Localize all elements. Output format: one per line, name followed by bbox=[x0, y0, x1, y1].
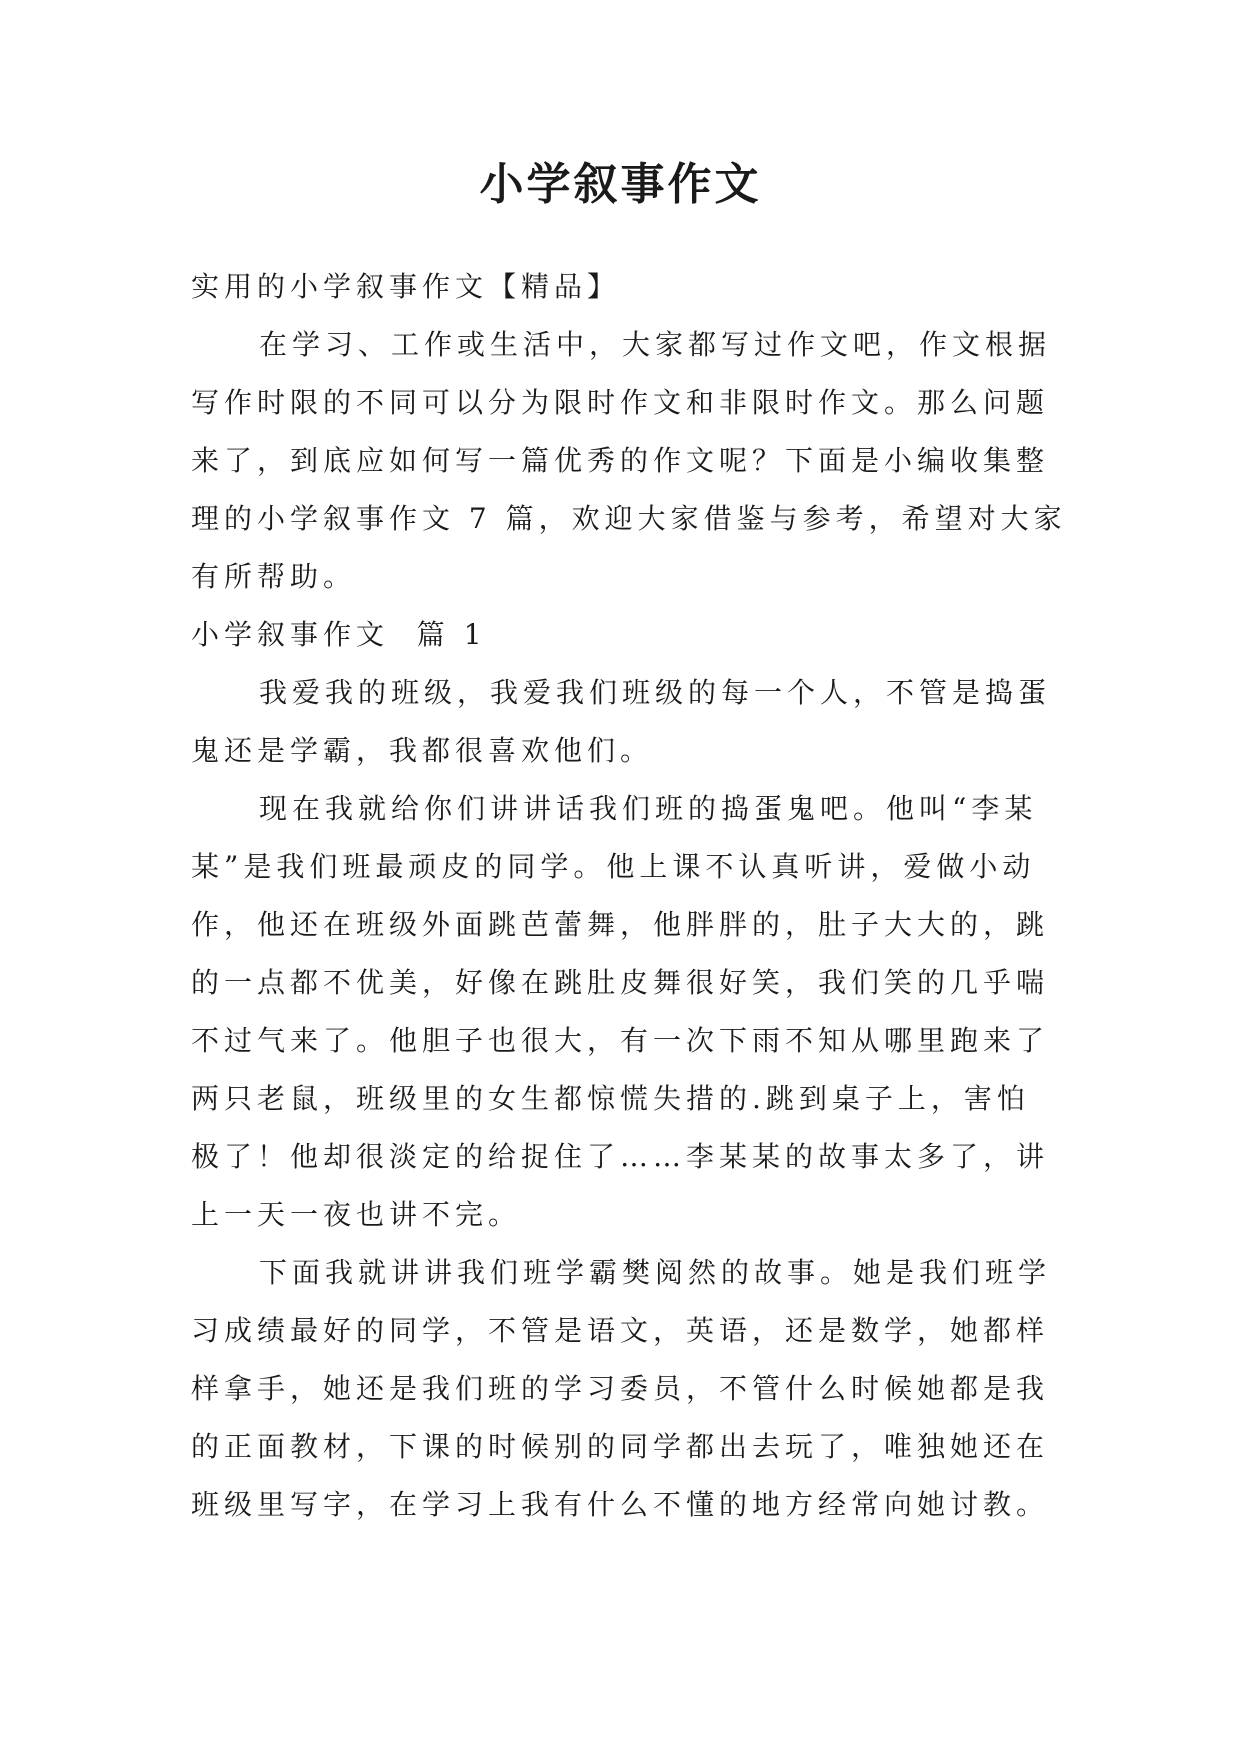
intro-line: 来了，到底应如何写一篇优秀的作文呢？下面是小编收集整 bbox=[191, 444, 1050, 477]
paragraph-line: 的一点都不优美，好像在跳肚皮舞很好笑，我们笑的几乎喘 bbox=[191, 966, 1050, 999]
document-title: 小学叙事作文 bbox=[479, 159, 762, 210]
paragraph-line: 样拿手，她还是我们班的学习委员，不管什么时候她都是我 bbox=[191, 1372, 1050, 1405]
paragraph-line: 极了！他却很淡定的给捉住了……李某某的故事太多了，讲 bbox=[191, 1140, 1050, 1173]
intro-line: 在学习、工作或生活中，大家都写过作文吧，作文根据 bbox=[259, 328, 1052, 361]
paragraph-line: 习成绩最好的同学，不管是语文，英语，还是数学，她都样 bbox=[191, 1314, 1050, 1347]
paragraph-line: 下面我就讲讲我们班学霸樊阅然的故事。她是我们班学 bbox=[259, 1256, 1052, 1289]
paragraph-line: 不过气来了。他胆子也很大，有一次下雨不知从哪里跑来了 bbox=[191, 1024, 1050, 1057]
section-heading: 小学叙事作文 篇 1 bbox=[191, 618, 487, 651]
paragraph-line: 两只老鼠，班级里的女生都惊慌失措的.跳到桌子上，害怕 bbox=[191, 1082, 1030, 1115]
intro-line: 写作时限的不同可以分为限时作文和非限时作文。那么问题 bbox=[191, 386, 1050, 419]
intro-line: 理的小学叙事作文 7 篇，欢迎大家借鉴与参考，希望对大家 bbox=[191, 502, 1067, 535]
intro-line: 有所帮助。 bbox=[191, 560, 357, 593]
paragraph-line: 某”是我们班最顽皮的同学。他上课不认真听讲，爱做小动 bbox=[191, 850, 1036, 883]
paragraph-line: 班级里写字，在学习上我有什么不懂的地方经常向她讨教。 bbox=[191, 1488, 1050, 1521]
paragraph-line: 的正面教材，下课的时候别的同学都出去玩了，唯独她还在 bbox=[191, 1430, 1050, 1463]
paragraph-line: 鬼还是学霸，我都很喜欢他们。 bbox=[191, 734, 654, 767]
paragraph-line: 现在我就给你们讲讲话我们班的捣蛋鬼吧。他叫“李某 bbox=[259, 792, 1038, 825]
paragraph-line: 我爱我的班级，我爱我们班级的每一个人，不管是捣蛋 bbox=[259, 676, 1052, 709]
document-body bbox=[191, 258, 1067, 1534]
paragraph-line: 作，他还在班级外面跳芭蕾舞，他胖胖的，肚子大大的，跳 bbox=[191, 908, 1050, 941]
document-subtitle: 实用的小学叙事作文【精品】 bbox=[191, 270, 621, 303]
paragraph-line: 上一天一夜也讲不完。 bbox=[191, 1198, 522, 1231]
